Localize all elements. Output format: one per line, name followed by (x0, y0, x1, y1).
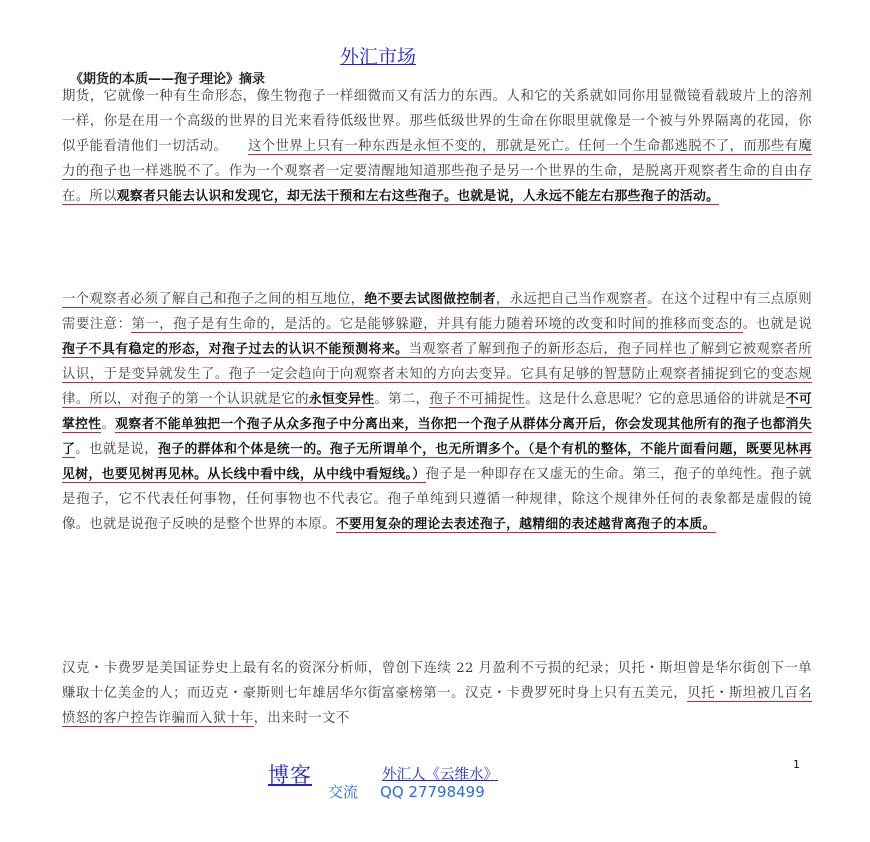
p2-s3: ，永远把自己当作观察者 (495, 292, 648, 307)
p3-s2: 贝托・斯坦被几百名愤怒的客户控告诈骗而入狱十年 (62, 686, 813, 726)
p2-s4: 。在这个过程中有三点原则需要注意： (62, 292, 812, 332)
footer-contact (328, 781, 485, 802)
p2-s14: 。 (101, 417, 116, 432)
p2-s17: 孢子的群体和个体是统一的。孢子无所谓单个，也无所谓多个。（是个有机的整体，不能片面看问题，既要见林再见树，也要见树再见林。从长线中看中线，从中线中看短线。） (62, 442, 812, 482)
contact-label: 交流 (328, 783, 359, 801)
p2-s13: 不可掌控性 (62, 392, 812, 432)
paragraph-3 (62, 656, 812, 731)
p2-s8: 当观察者了解到孢子的新形态后，孢子同样也了解到它被观察者所认识，于是变异就发生了。孢子一定会趋向于向观察者未知的方向去变异。它具有足够的智慧防止观察者捕捉到它的变态规律。所以，对孢子的第一个认识就是它的 (62, 342, 812, 407)
p2-s5: 第一，孢子是有生命的，是活的。它是能够躲避，并具有能力随着环境的改变和时间的推移而变态的 (131, 317, 743, 332)
p2-s15: 观察者不能单独把一个孢子从众多孢子中分离出来，当你把一个孢子从群体分离开后，你会发现其他所有的孢子也都消失了 (62, 417, 812, 457)
paragraph-1 (62, 84, 812, 209)
p1-text: 期货，它就像一种有生命形态，像生物孢子一样细微而又有活力的东西。人和它的关系就如同你用显微镜看载玻片上的溶剂一样，你是在用一个高级的世界的目光来看待低级世界。那些低级世界的生命在你眼里就像是一个被与外界隔离的花园，你似乎能看清他们一切活动。 (62, 89, 812, 154)
p2-s2: 绝不要去试图做控制者 (364, 292, 496, 307)
p2-s10: 。第二， (374, 392, 430, 407)
p2-s7: 孢子不具有稳定的形态，对孢子过去的认识不能预测将来。 (62, 342, 409, 357)
p2-s12: 。这是什么意思呢？它的意思通俗的讲就是 (525, 392, 786, 407)
p2-s16: 。也就是说， (75, 442, 159, 457)
paragraph-2 (62, 287, 812, 537)
document-title: 《期货的本质——孢子理论》摘录 (70, 72, 266, 87)
p3-s3: ，出来时一文不 (253, 711, 350, 726)
p2-s19: 不要用复杂的理论去表述孢子，越精细的表述越背离孢子的本质。 (335, 517, 716, 532)
p2-s18: 孢子是一种即存在又虚无的生命。第三，孢子的单纯性。孢子就是孢子，它不代表任何事物，任何事物也不代表它。孢子单纯到只遵循一种规律，除这个规律外任何的表象都是虚假的镜像。也就是说孢子反映的是整个世界的本原。 (62, 467, 812, 532)
p1-underlined: 这个世界上只有一种东西是永恒不变的，那就是死亡。任何一个生命都逃脱不了，而那些有魔力的孢子也一样逃脱不了。作为一个观察者一定要清醒地知道那些孢子是另一个世界的生命，是脱离开观察者生命的自由存在。所以 (62, 139, 813, 204)
qq-number: QQ 27798499 (380, 783, 485, 801)
page-number: 1 (793, 758, 800, 771)
p2-s6: 。也就是说 (742, 317, 813, 332)
p3-s1: 汉克・卡费罗是美国证券史上最有名的资深分析师，曾创下连续 22 月盈利不亏损的纪录；贝托・斯坦曾是华尔街创下一单赚取十亿美金的人；而迈克・豪斯则七年雄居华尔街富豪榜第一。汉克・卡费罗死时身上只有五美元， (62, 661, 812, 701)
p2-s11: 孢子不可捕捉性 (429, 392, 526, 407)
p2-s1: 一个观察者必须了解自己和孢子之间的相互地位， (62, 292, 365, 307)
p2-s9: 永恒变异性 (308, 392, 375, 407)
footer-author-link[interactable]: 外汇人《云维水》 (382, 767, 498, 783)
footer-blog-link[interactable]: 博客 (268, 763, 312, 787)
header-link[interactable]: 外汇市场 (340, 46, 417, 68)
p1-bold-underlined: 观察者只能去认识和发现它，却无法干预和左右这些孢子。也就是说，人永远不能左右那些孢子的活动。 (116, 189, 720, 204)
